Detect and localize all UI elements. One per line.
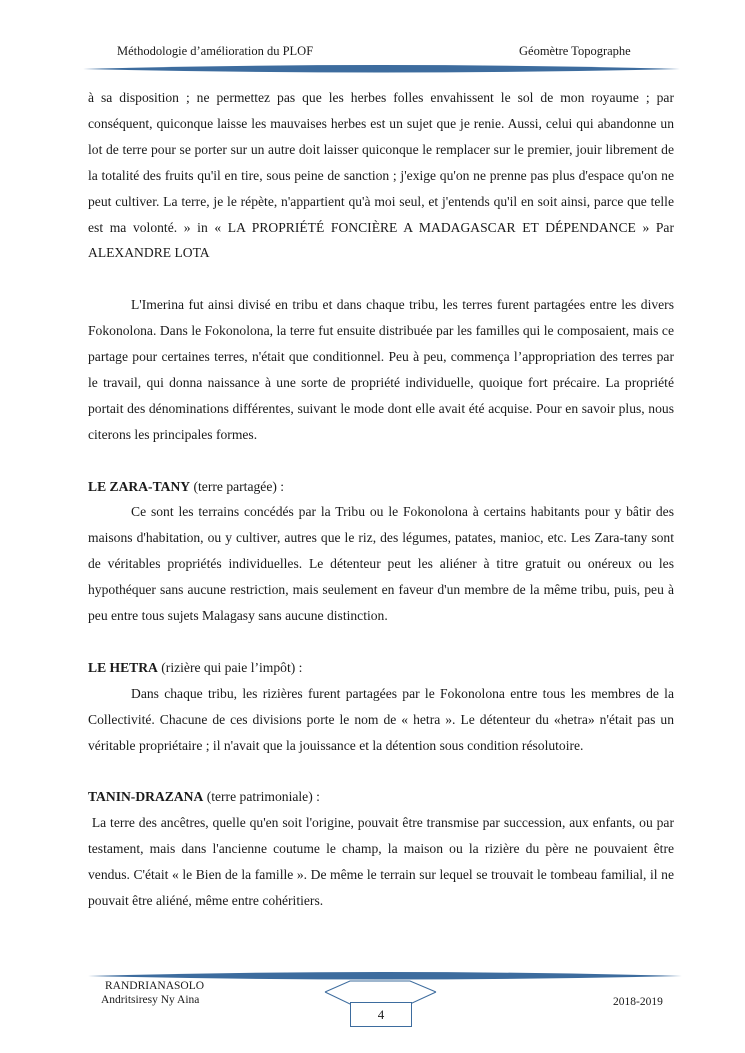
section-title-tanin-drazana: TANIN-DRAZANA: [88, 789, 204, 805]
paragraph-hetra: Dans chaque tribu, les rizières furent partagées par le Fokonolona entre tous les membres de la Collectivité. Chacune de ces divisions porte le nom de « hetra ». Le détenteur du «hetra» n'était pas un véritable propriétaire ; il n'avait que la jouissance et la détention sous condition résolutoire.: [88, 685, 674, 753]
header-rule: [0, 0, 745, 80]
paragraph-quote-continuation: à sa disposition ; ne permettez pas que les herbes folles envahissent le sol de mon royaume ; par conséquent, quiconque laisse les mauvaises herbes est un sujet que je renie. Aussi, celui qui abandonne un lot de terre pour se porter sur un autre doit laisser quiconque le remplacer sur le premier, jouir librement de la totalité des fruits qu'il en tire, sous peine de sanction ; j'exige qu'on ne prenne pas plus d'espace qu'on ne peut cultiver. La terre, je le répète, n'appartient qu'à moi seul, et j'entends qu'il en soit ainsi, parce que telle est ma volonté. » in « LA PROPRIÉTÉ FONCIÈRE A MADAGASCAR ET DÉPENDANCE » Par ALEXANDRE LOTA: [88, 90, 674, 261]
page-number: 4: [350, 1002, 412, 1027]
paragraph-zara-tany: Ce sont les terrains concédés par la Tribu ou le Fokonolona à certains habitants pour y bâtir des maisons d'habitation, ou y cultiver, autres que le riz, des légumes, patates, manioc, etc. Les Zara-tany sont de véritables propriétés individuelles. Le détenteur peut les aliéner à titre gratuit ou onéreux ou les hypothéquer sans aucune restriction, mais seulement en faveur d'un membre de la même tribu, puis, peu à peu entre tous sujets Malagasy sans aucune distinction.: [88, 504, 674, 624]
section-title-zara-tany: LE ZARA-TANY: [88, 478, 191, 494]
page-body: [88, 85, 678, 914]
paragraph-imerina: L'Imerina fut ainsi divisé en tribu et dans chaque tribu, les terres furent partagées entre les divers Fokonolona. Dans le Fokonolona, la terre fut ensuite distribuée par les familles qui le composaient, mais ce partage pour certaines terres, n'était que conditionnel. Peu à peu, commença l’appropriation des terres par le travail, qui donna naissance à une sorte de propriété individuelle, quoique fort précaire. La propriété portait des dénominations différentes, suivant le mode dont elle avait été acquise. Pour en savoir plus, nous citerons les principales formes.: [88, 297, 674, 442]
section-title-hetra: LE HETRA: [88, 659, 158, 675]
section-heading-tanin-drazana: [88, 784, 674, 810]
paragraph-tanin-drazana: La terre des ancêtres, quelle qu'en soit l'origine, pouvait être transmise par succession, aux enfants, ou par testament, mais dans l'ancienne coutume le champ, la maison ou la rizière du père ne pouvaient être vendus. C'était « le Bien de la famille ». De même le terrain sur lequel se trouvait le tombeau familial, il ne pouvait être aliéné, même entre cohéritiers.: [88, 815, 678, 909]
footer-author: [101, 979, 204, 1007]
section-heading-zara-tany: [88, 474, 674, 500]
footer-author-surname: RANDRIANASOLO: [105, 980, 205, 992]
header-profession: Géomètre Topographe: [519, 44, 631, 58]
section-heading-hetra: [88, 655, 674, 681]
footer-academic-year: 2018-2019: [613, 996, 663, 1008]
header-document-title: Méthodologie d’amélioration du PLOF: [117, 44, 314, 58]
section-subtitle-hetra: (rizière qui paie l’impôt) :: [157, 659, 303, 675]
section-subtitle-zara-tany: (terre partagée) :: [190, 478, 285, 494]
footer-author-given-name: Andritsiresy Ny Aina: [101, 994, 200, 1006]
section-subtitle-tanin-drazana: (terre patrimoniale) :: [203, 789, 320, 805]
